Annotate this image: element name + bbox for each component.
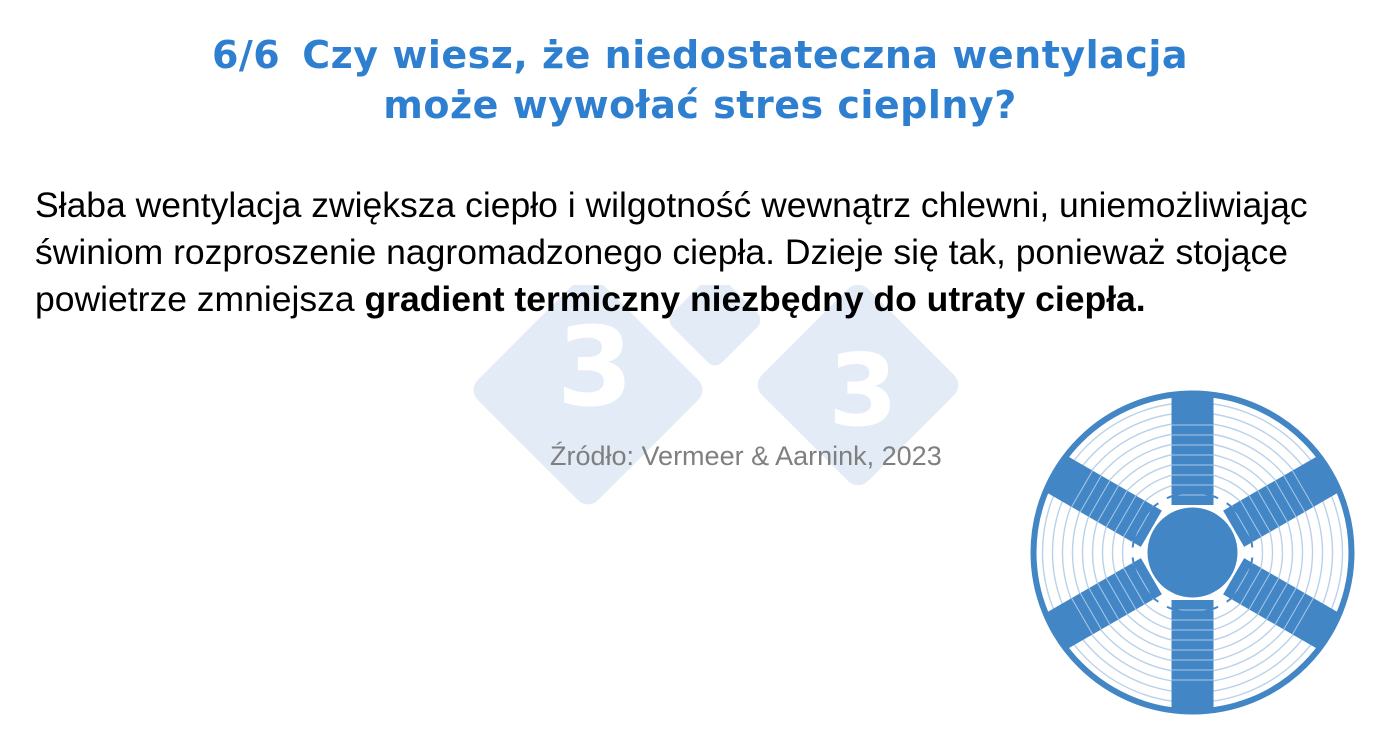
svg-text:3: 3 [828,332,898,449]
slide-title [0,30,1400,130]
svg-text:3: 3 [556,303,634,431]
body-text-bold: gradient termiczny niezbędny do utraty ciepła. [364,279,1146,319]
fan-icon [1025,385,1360,720]
body-paragraph [35,182,1365,323]
title-line-1: Czy wiesz, że niedostateczna wentylacja [302,33,1188,77]
slide-counter: 6/6 [211,33,281,77]
title-line-2: może wywołać stres cieplny? [383,83,1017,127]
source-citation: Źródło: Vermeer & Aarnink, 2023 [550,441,942,471]
body-text-regular: Słaba wentylacja zwiększa ciepło i wilgotność wewnątrz chlewni, uniemożliwiając świniom rozproszenie nagromadzonego ciepła. Dzieje się tak, ponieważ stojące powietrze zmniejsza [35,185,1308,319]
